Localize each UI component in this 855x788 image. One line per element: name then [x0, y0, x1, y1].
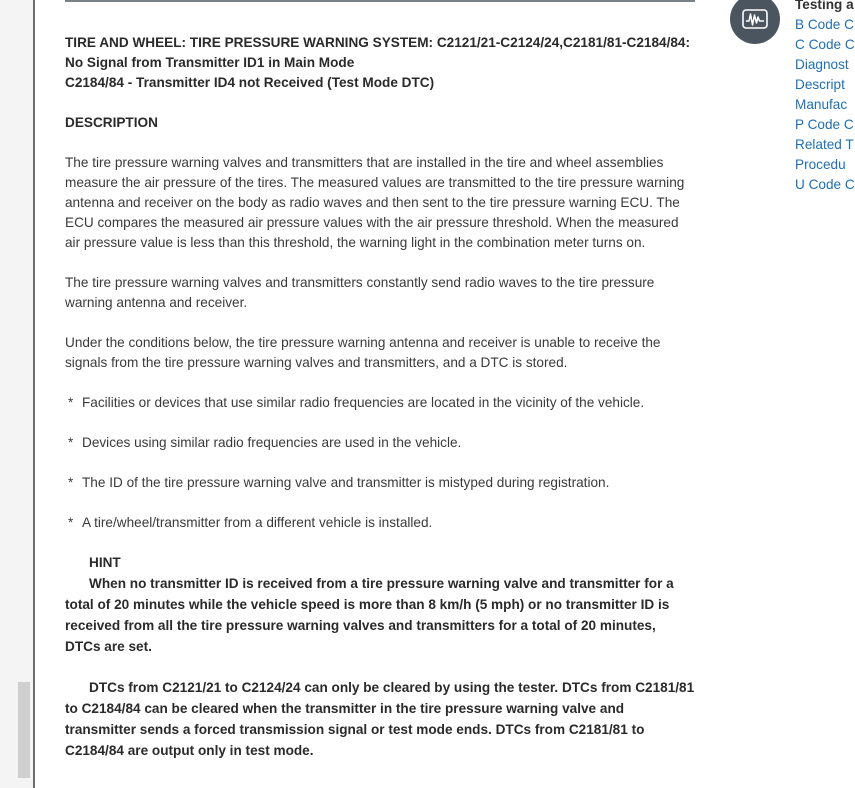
list-item — [68, 393, 695, 413]
bullet-marker: * — [68, 435, 74, 450]
sidebar-link-diagnostic[interactable]: Diagnost — [795, 57, 849, 72]
hint-text-1: When no transmitter ID is received from a tire pressure warning valve and transmitter for a total of 20 minutes while the vehicle speed is more than 8 km/h (5 mph) or no transmitter ID is received from all the tire pressure warning valves and transmitters for a total of 20 minutes, DTCs are set. — [65, 576, 674, 654]
article-title-line1: TIRE AND WHEEL: TIRE PRESSURE WARNING SYSTEM: C2121/21-C2124/24,C2181/81-C2184/84: No Signal from Transmitter ID1 in Main Mode — [65, 35, 691, 70]
description-heading: DESCRIPTION — [65, 115, 158, 130]
testing-avatar[interactable] — [730, 0, 780, 44]
sidebar-link-manufacturer[interactable]: Manufac — [795, 97, 848, 112]
list-item — [68, 513, 695, 533]
sidebar-title: Testing a — [795, 0, 854, 12]
bullet-marker: * — [68, 475, 74, 490]
paragraph-2: The tire pressure warning valves and transmitters constantly send radio waves to the tire pressure warning antenna and receiver. — [65, 275, 655, 310]
right-sidebar — [730, 0, 855, 200]
list-item-text: The ID of the tire pressure warning valve and transmitter is mistyped during registration. — [82, 475, 610, 490]
scrollbar-thumb[interactable] — [18, 682, 30, 778]
bullet-marker: * — [68, 515, 74, 530]
sidebar-links — [795, 0, 855, 195]
sidebar-link-c-code[interactable]: C Code C — [795, 37, 855, 52]
list-item-text: A tire/wheel/transmitter from a different vehicle is installed. — [82, 515, 433, 530]
article-title-line2: C2184/84 - Transmitter ID4 not Received (Test Mode DTC) — [65, 75, 435, 90]
bullet-marker: * — [68, 395, 74, 410]
article — [65, 33, 695, 761]
sidebar-link-b-code[interactable]: B Code C — [795, 17, 854, 32]
article-title — [65, 33, 695, 93]
sidebar-link-description[interactable]: Descript — [795, 77, 845, 92]
list-item — [68, 433, 695, 453]
sidebar-link-procedure[interactable]: Procedu — [795, 157, 846, 172]
hint-label: HINT — [89, 555, 121, 570]
list-item-text: Devices using similar radio frequencies are used in the vehicle. — [82, 435, 462, 450]
sidebar-link-related[interactable]: Related T — [795, 137, 854, 152]
list-item — [68, 473, 695, 493]
panel-divider — [33, 0, 35, 788]
paragraph-3: Under the conditions below, the tire pressure warning antenna and receiver is unable to receive the signals from the tire pressure warning valves and transmitters, and a DTC is stored. — [65, 335, 661, 370]
list-item-text: Facilities or devices that use similar radio frequencies are located in the vicinity of the vehicle. — [82, 395, 645, 410]
hint-text-2: DTCs from C2121/21 to C2124/24 can only be cleared by using the tester. DTCs from C2181/81 to C2184/84 can be cleared when the transmitter in the tire pressure warning valve and transmitter sends a forced transmission signal or test mode ends. DTCs from C2181/81 to C2184/84 are output only in test mode. — [65, 680, 695, 758]
paragraph-1: The tire pressure warning valves and transmitters that are installed in the tire and wheel assemblies measure the air pressure of the tires. The measured values are transmitted to the tire pressure warning antenna and receiver on the body as radio waves and then sent to the tire pressure warning ECU. The ECU compares the measured air pressure values with the air pressure threshold. When the measured air pressure value is less than this threshold, the warning light in the combination meter turns on. — [65, 155, 685, 250]
left-gutter — [0, 0, 33, 788]
sidebar-link-p-code[interactable]: P Code C — [795, 117, 854, 132]
top-rule — [65, 0, 695, 2]
waveform-icon — [742, 7, 768, 31]
sidebar-link-u-code[interactable]: U Code C — [795, 177, 855, 192]
